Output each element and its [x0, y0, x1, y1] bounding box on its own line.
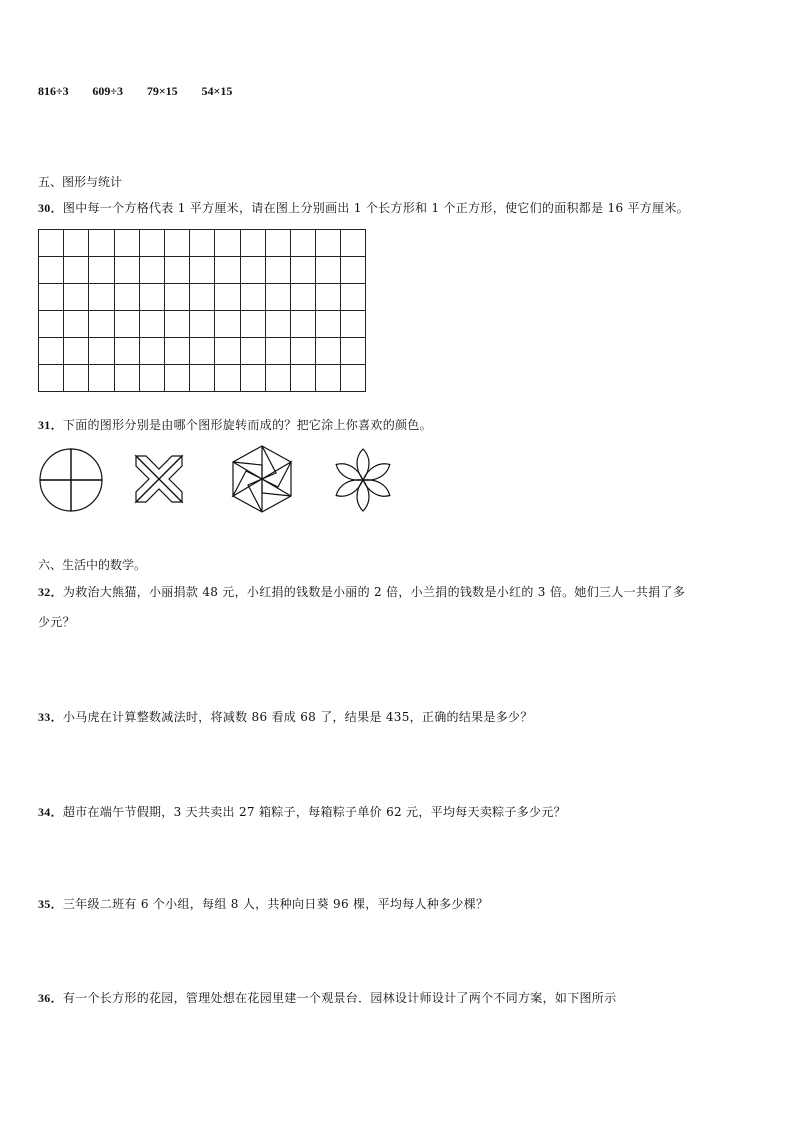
grid-cell[interactable]	[240, 365, 265, 392]
grid-cell[interactable]	[190, 230, 215, 257]
question-33-number: 33．	[38, 710, 63, 724]
calc-item-1: 816÷3	[38, 84, 69, 98]
question-35-number: 35．	[38, 897, 63, 911]
grid-row	[39, 365, 366, 392]
grid-cell[interactable]	[64, 284, 89, 311]
question-36-number: 36．	[38, 991, 63, 1005]
grid-cell[interactable]	[290, 230, 315, 257]
grid-cell[interactable]	[290, 257, 315, 284]
grid-cell[interactable]	[89, 257, 114, 284]
grid-cell[interactable]	[39, 311, 64, 338]
question-34-text: 超市在端午节假期，3 天共卖出 27 箱粽子，每箱粽子单价 62 元，平均每天卖粽子多少元？	[62, 805, 566, 819]
pinwheel-icon	[38, 447, 104, 513]
section-6-title: 六、生活中的数学。	[38, 558, 147, 572]
grid-cell[interactable]	[89, 311, 114, 338]
grid-cell[interactable]	[190, 365, 215, 392]
grid-cell[interactable]	[316, 230, 341, 257]
calc-item-2: 609÷3	[92, 84, 124, 98]
square-grid[interactable]	[38, 229, 366, 392]
grid-cell[interactable]	[265, 284, 290, 311]
grid-cell[interactable]	[64, 365, 89, 392]
grid-cell[interactable]	[290, 365, 315, 392]
grid-cell[interactable]	[341, 365, 366, 392]
grid-cell[interactable]	[341, 338, 366, 365]
question-33-text: 小马虎在计算整数减法时，将减数 86 看成 68 了，结果是 435，正确的结果是多少？	[62, 710, 533, 724]
question-32-text-line1: 为救治大熊猫，小丽捐款 48 元，小红捐的钱数是小丽的 2 倍，小兰捐的钱数是小红的 3 倍。她们三人一共捐了多	[62, 585, 686, 599]
rotated-hexagon-icon	[226, 443, 298, 515]
question-31-number: 31．	[38, 418, 63, 432]
grid-cell[interactable]	[265, 311, 290, 338]
grid-cell[interactable]	[114, 230, 139, 257]
question-32	[38, 583, 685, 600]
grid-cell[interactable]	[139, 365, 164, 392]
calc-row	[38, 84, 252, 99]
grid-cell[interactable]	[265, 257, 290, 284]
grid-cell[interactable]	[316, 284, 341, 311]
grid-cell[interactable]	[190, 338, 215, 365]
grid-cell[interactable]	[39, 338, 64, 365]
grid-cell[interactable]	[316, 338, 341, 365]
grid-cell[interactable]	[139, 284, 164, 311]
grid-cell[interactable]	[114, 284, 139, 311]
grid-cell[interactable]	[240, 230, 265, 257]
grid-cell[interactable]	[215, 230, 240, 257]
grid-cell[interactable]	[290, 284, 315, 311]
question-35	[38, 895, 488, 912]
grid-row	[39, 257, 366, 284]
grid-cell[interactable]	[240, 338, 265, 365]
question-30	[38, 199, 689, 216]
grid-cell[interactable]	[164, 365, 189, 392]
question-31	[38, 416, 432, 433]
question-32-number: 32．	[38, 585, 63, 599]
grid-cell[interactable]	[215, 338, 240, 365]
grid-cell[interactable]	[190, 311, 215, 338]
grid-row	[39, 284, 366, 311]
grid-cell[interactable]	[164, 284, 189, 311]
grid-cell[interactable]	[265, 230, 290, 257]
grid-cell[interactable]	[89, 365, 114, 392]
grid-cell[interactable]	[139, 311, 164, 338]
question-36	[38, 989, 616, 1006]
grid-cell[interactable]	[89, 284, 114, 311]
grid-cell[interactable]	[114, 338, 139, 365]
question-30-text: 图中每一个方格代表 1 平方厘米，请在图上分别画出 1 个长方形和 1 个正方形，使它们的面积都是 16 平方厘米。	[62, 201, 689, 215]
grid-cell[interactable]	[316, 311, 341, 338]
grid-cell[interactable]	[164, 230, 189, 257]
question-33	[38, 708, 533, 725]
question-34-number: 34．	[38, 805, 63, 819]
question-30-number: 30．	[38, 201, 63, 215]
grid-cell[interactable]	[114, 257, 139, 284]
question-31-text: 下面的图形分别是由哪个图形旋转而成的？把它涂上你喜欢的颜色。	[62, 418, 432, 432]
calc-item-4: 54×15	[201, 84, 233, 98]
grid-cell[interactable]	[64, 257, 89, 284]
grid-cell[interactable]	[164, 257, 189, 284]
grid-cell[interactable]	[64, 311, 89, 338]
grid-row	[39, 230, 366, 257]
section-5-title: 五、图形与统计	[38, 175, 123, 189]
question-35-text: 三年级二班有 6 个小组，每组 8 人，共种向日葵 96 棵，平均每人种多少棵？	[62, 897, 489, 911]
grid-cell[interactable]	[114, 365, 139, 392]
six-petal-flower-icon	[330, 447, 396, 513]
grid-cell[interactable]	[164, 311, 189, 338]
grid-cell[interactable]	[39, 284, 64, 311]
grid-row	[39, 311, 366, 338]
grid-cell[interactable]	[240, 284, 265, 311]
grid-cell[interactable]	[139, 338, 164, 365]
grid-cell[interactable]	[64, 230, 89, 257]
x-arrow-shape-icon	[130, 450, 188, 508]
grid-cell[interactable]	[190, 284, 215, 311]
question-32-continued: 少元？	[38, 615, 75, 629]
calc-item-3: 79×15	[146, 84, 178, 98]
grid-cell[interactable]	[265, 338, 290, 365]
grid-cell[interactable]	[114, 311, 139, 338]
grid-cell[interactable]	[64, 338, 89, 365]
grid-cell[interactable]	[341, 257, 366, 284]
grid-cell[interactable]	[240, 257, 265, 284]
grid-cell[interactable]	[164, 338, 189, 365]
grid-cell[interactable]	[39, 230, 64, 257]
grid-row	[39, 338, 366, 365]
grid-cell[interactable]	[89, 230, 114, 257]
grid-cell[interactable]	[39, 365, 64, 392]
grid-cell[interactable]	[190, 257, 215, 284]
grid-cell[interactable]	[265, 365, 290, 392]
grid-cell[interactable]	[341, 230, 366, 257]
question-36-text: 有一个长方形的花园，管理处想在花园里建一个观景台．园林设计师设计了两个不同方案，如下图所示	[62, 991, 617, 1005]
grid-cell[interactable]	[341, 311, 366, 338]
grid-cell[interactable]	[290, 311, 315, 338]
grid-cell[interactable]	[139, 257, 164, 284]
grid-cell[interactable]	[316, 257, 341, 284]
grid-cell[interactable]	[240, 311, 265, 338]
grid-cell[interactable]	[215, 365, 240, 392]
grid-cell[interactable]	[215, 284, 240, 311]
grid-cell[interactable]	[139, 230, 164, 257]
question-34	[38, 803, 566, 820]
grid-cell[interactable]	[316, 365, 341, 392]
grid-cell[interactable]	[290, 338, 315, 365]
grid-cell[interactable]	[39, 257, 64, 284]
grid-cell[interactable]	[89, 338, 114, 365]
grid-cell[interactable]	[215, 311, 240, 338]
grid-cell[interactable]	[215, 257, 240, 284]
grid-cell[interactable]	[341, 284, 366, 311]
